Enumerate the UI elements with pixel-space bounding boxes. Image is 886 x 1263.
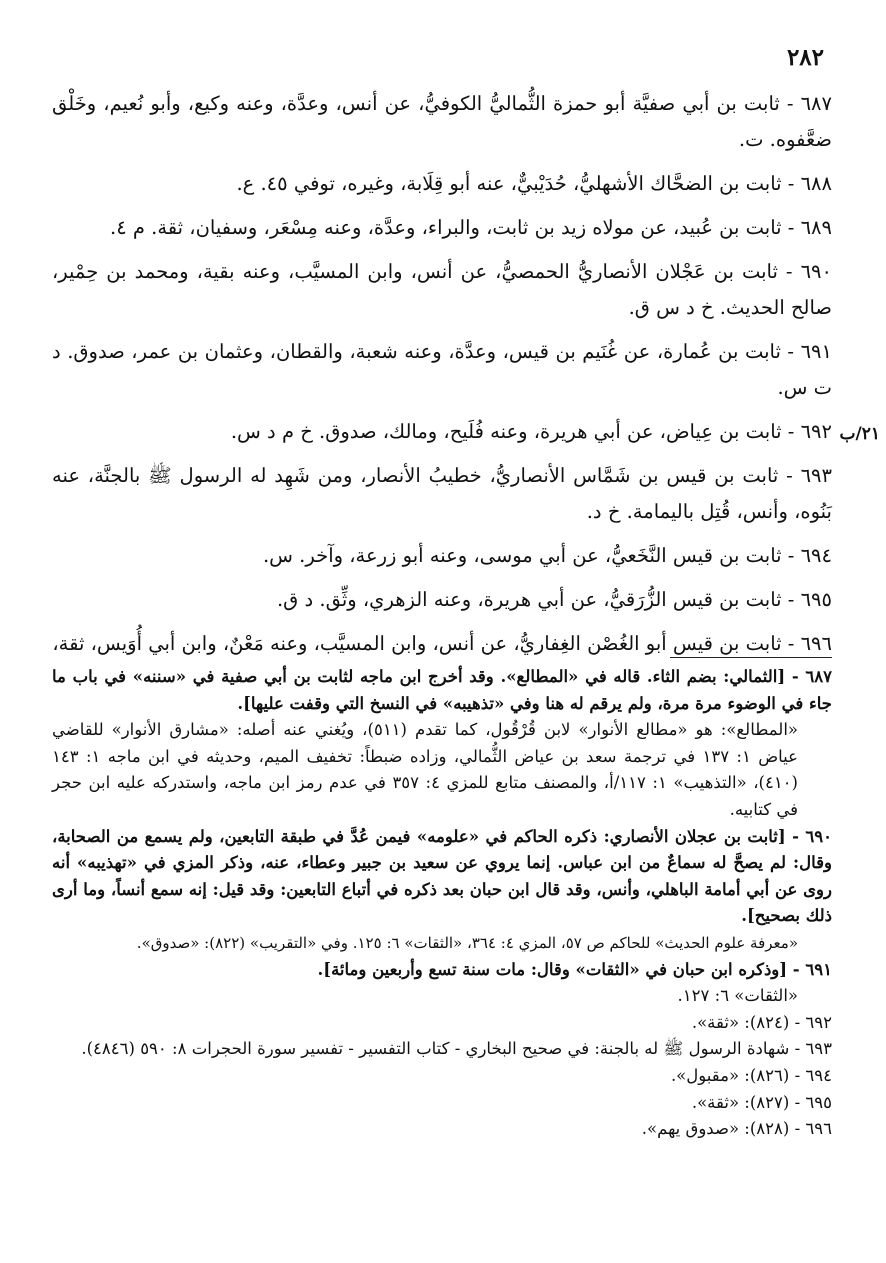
entry-694: ٦٩٤ - ثابت بن قيس النَّخَعيُّ، عن أبي موسى، وعنه أبو زرعة، وآخر. س.	[262, 544, 832, 567]
footnote-divider	[670, 657, 832, 658]
note-687: ٦٨٧ - [الثمالي: بضم الثاء. قاله في «المطالع». وقد أخرج ابن ماجه لثابت بن أبي صفية في «سننه» في باب ما جاء في الوضوء مرة مرة، ولم يرقم له هنا وفي «تذهيبه» في النسخ التي وقفت عليها].	[52, 667, 832, 713]
entry-691: ٦٩١ - ثابت بن عُمارة، عن غُنَيم بن قيس، وعدَّة، وعنه شعبة، والقطان، وعثمان بن عمر، صدوق. د ت س.	[52, 340, 832, 399]
entry-690: ٦٩٠ - ثابت بن عَجْلان الأنصاريُّ الحمصيُّ، عن أنس، وابن المسيَّب، وعنه بقية، ومحمد بن حِمْير، صالح الحديث. خ د س ق.	[52, 260, 832, 319]
entry-689: ٦٨٩ - ثابت بن عُبيد، عن مولاه زيد بن ثابت، والبراء، وعدَّة، وعنه مِسْعَر، وسفيان، ثقة. م ٤.	[109, 216, 832, 239]
note-694: ٦٩٤ - (٨٢٦): «مقبول».	[670, 1065, 832, 1085]
entry-688: ٦٨٨ - ثابت بن الضحَّاك الأشهليُّ، حُدَيْبيٌّ، عنه أبو قِلَابة، وغيره، توفي ٤٥. ع.	[236, 172, 832, 195]
entry-696: ٦٩٦ - ثابت بن قيس أبو الغُصْن الغِفاريُّ، عن أنس، وابن المسيَّب، وعنه مَعْنٌ، وابن أبي أُوَيس، ثقة،	[52, 632, 832, 655]
note-687-source: «المطالع»: هو «مطالع الأنوار» لابن قُرْقُول، كما تقدم (٥١١)، ويُغني عنه أصله: «مشارق الأنوار» للقاضي عياض ١: ١٣٧ في ترجمة سعد بن عياض الثُّمالي، وزاده ضبطاً: تخفيف الميم، وحديثه في ابن ماجه ١: ١٤٣ (٤١٠)، «التذهيب» ١: ١١٧/أ، والمصنف متابع للمزي ٤: ٣٥٧ في عدم رمز ابن ماجه، واستدركه عليه ابن حجر في كتابيه.	[52, 720, 799, 819]
note-690-source: «معرفة علوم الحديث» للحاكم ص ٥٧، المزي ٤: ٣٦٤، «الثقات» ٦: ١٢٥. وفي «التقريب» (٨٢٢): «صدوق».	[136, 933, 798, 952]
note-692: ٦٩٢ - (٨٢٤): «ثقة».	[691, 1012, 832, 1032]
footnotes	[52, 664, 832, 1143]
entry-695: ٦٩٥ - ثابت بن قيس الزُّرَقيُّ، عن أبي هريرة، وعنه الزهري، وثِّق. د ق.	[276, 588, 832, 611]
margin-note: ٢١/ب	[839, 424, 880, 444]
note-696: ٦٩٦ - (٨٢٨): «صدوق يهم».	[641, 1119, 832, 1139]
note-693: ٦٩٣ - شهادة الرسول ﷺ له بالجنة: في صحيح البخاري - كتاب التفسير - تفسير سورة الحجرات ٨: ٥٩٠ (٤٨٤٦).	[81, 1039, 832, 1059]
main-text	[52, 86, 832, 670]
note-690: ٦٩٠ - [ثابت بن عجلان الأنصاري: ذكره الحاكم في «علومه» فيمن عُدَّ في طبقة التابعين، ولم يسمع من الصحابة، وقال: لم يصحَّ له سماعٌ من ابن عباس. إنما يروي عن سعيد بن جبير وعطاء، عنه، وذكر المزي في «تهذيبه» أنه روى عن أبي أمامة الباهلي، وأنس، وقد قال ابن حبان بعد ذكره في أتباع التابعين: وقد قيل: إنه سمع أنساً، وما أرى ذلك بصحيح].	[52, 826, 832, 926]
entry-687: ٦٨٧ - ثابت بن أبي صفيَّة أبو حمزة الثُّماليُّ الكوفيُّ، عن أنس، وعدَّة، وعنه وكيع، وأبو نُعيم، وخَلْق ضعَّفوه. ت.	[52, 92, 832, 151]
page-number: ٢٨٢	[786, 44, 824, 71]
note-691-source: «الثقات» ٦: ١٢٧.	[677, 986, 798, 1006]
entry-693: ٦٩٣ - ثابت بن قيس بن شَمَّاس الأنصاريُّ، خطيبُ الأنصار، ومن شَهِد له الرسول ﷺ بالجنَّة، عنه بَنُوه، وأنس، قُتِل باليمامة. خ د.	[52, 464, 832, 523]
note-691: ٦٩١ - [وذكره ابن حبان في «الثقات» وقال: مات سنة تسع وأربعين ومائة].	[317, 959, 832, 979]
note-695: ٦٩٥ - (٨٢٧): «ثقة».	[691, 1092, 832, 1112]
entry-692: ٦٩٢ - ثابت بن عِياض، عن أبي هريرة، وعنه فُلَيح، ومالك، صدوق. خ م د س.	[230, 420, 832, 443]
